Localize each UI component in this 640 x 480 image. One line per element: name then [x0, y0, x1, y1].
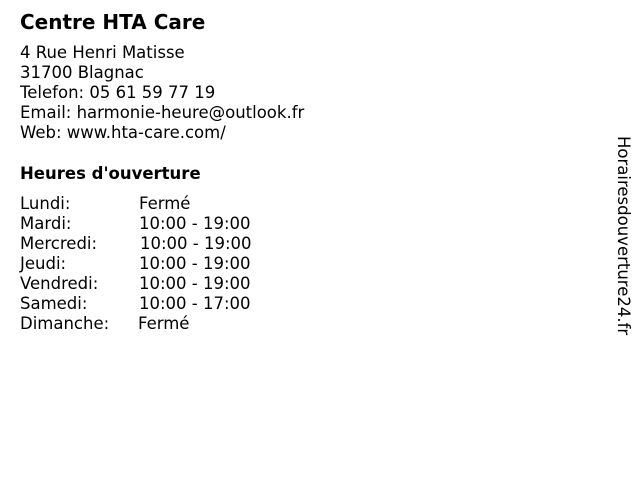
hours-row-jeudi: [20, 254, 320, 274]
hours-row-mercredi: [20, 234, 320, 254]
site-watermark: Horairesdouverture24.fr: [614, 136, 633, 336]
phone-line: Telefon: 05 61 59 77 19: [20, 83, 216, 102]
contact-block: [20, 43, 304, 143]
opening-hours-heading: Heures d'ouverture: [20, 164, 201, 183]
day-hours: Fermé: [138, 314, 190, 333]
address-line-1: 4 Rue Henri Matisse: [20, 43, 185, 62]
day-label: Mercredi:: [20, 234, 98, 253]
day-label: Mardi:: [20, 214, 72, 233]
hours-row-vendredi: [20, 274, 320, 294]
day-hours: 10:00 - 17:00: [139, 294, 251, 313]
day-label: Lundi:: [20, 194, 71, 213]
hours-row-lundi: [20, 194, 320, 214]
day-hours: Fermé: [139, 194, 191, 213]
address-line-2: 31700 Blagnac: [20, 63, 144, 82]
email-line: Email: harmonie-heure@outlook.fr: [20, 103, 305, 122]
day-hours: 10:00 - 19:00: [140, 234, 252, 253]
day-label: Jeudi:: [20, 254, 67, 273]
web-line: Web: www.hta-care.com/: [20, 123, 226, 142]
opening-hours-table: [20, 194, 320, 334]
day-hours: 10:00 - 19:00: [139, 254, 251, 273]
hours-row-samedi: [20, 294, 320, 314]
day-label: Vendredi:: [20, 274, 99, 293]
business-name: Centre HTA Care: [20, 10, 206, 34]
day-hours: 10:00 - 19:00: [139, 274, 251, 293]
day-label: Samedi:: [20, 294, 88, 313]
hours-row-dimanche: [20, 314, 320, 334]
day-hours: 10:00 - 19:00: [139, 214, 251, 233]
day-label: Dimanche:: [20, 314, 110, 333]
hours-row-mardi: [20, 214, 320, 234]
